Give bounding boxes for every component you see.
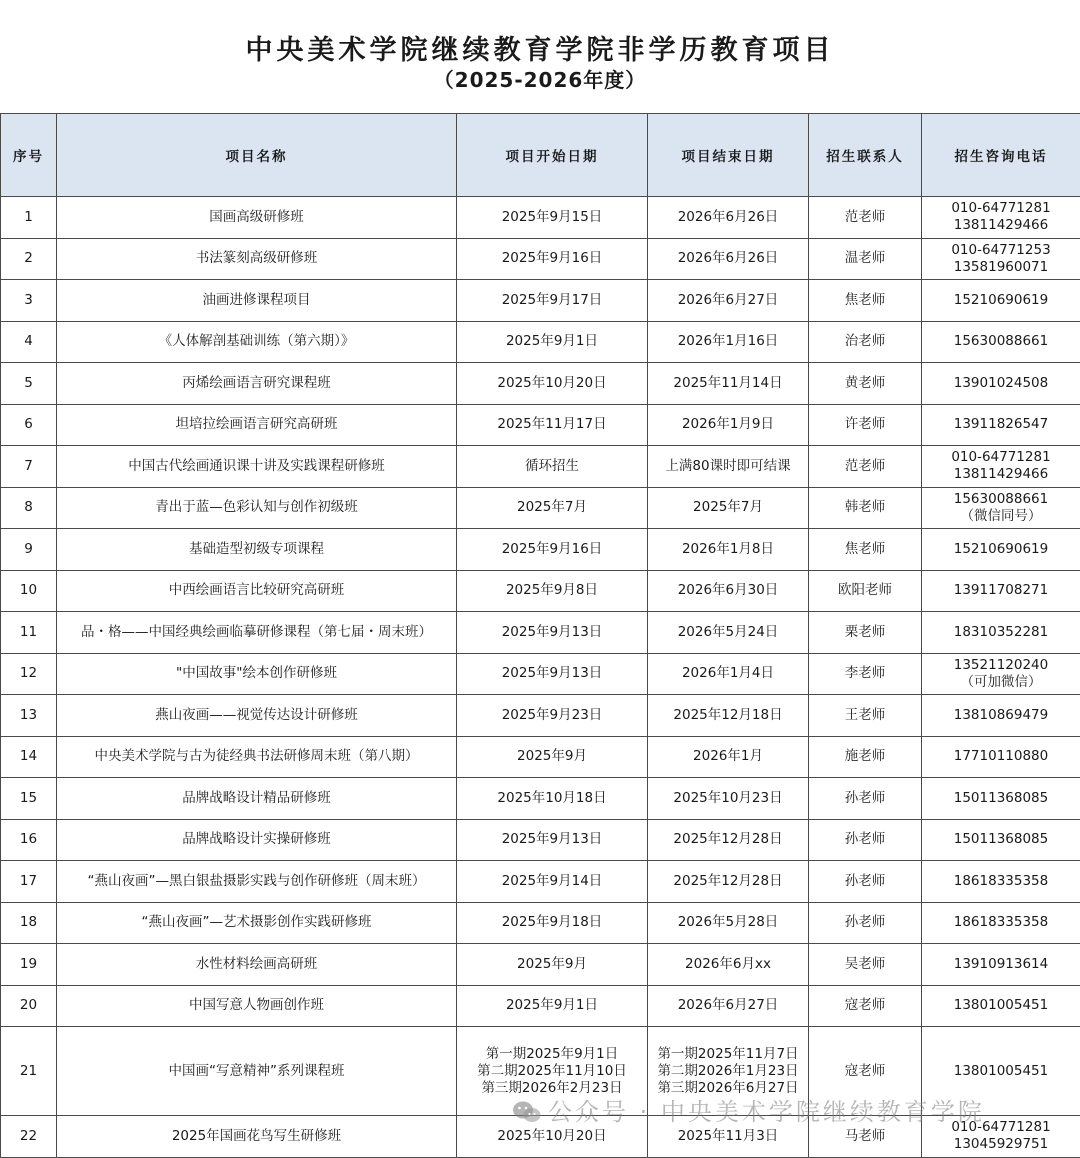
cell-contact: 温老师 bbox=[809, 238, 922, 280]
cell-contact: 焦老师 bbox=[809, 529, 922, 571]
table-row bbox=[1, 570, 1080, 612]
cell-no: 10 bbox=[1, 570, 57, 612]
cell-start-date bbox=[457, 446, 648, 488]
cell-no: 7 bbox=[1, 446, 57, 488]
cell-phone-line: 13521120240 bbox=[922, 657, 1080, 674]
cell-end-date bbox=[648, 819, 809, 861]
cell-contact: 范老师 bbox=[809, 446, 922, 488]
cell-start-date-line: 2025年11月17日 bbox=[457, 416, 647, 433]
cell-phone-line: 010-64771253 bbox=[922, 242, 1080, 259]
cell-end-date bbox=[648, 529, 809, 571]
cell-end-date-line: 2025年12月28日 bbox=[648, 831, 808, 848]
cell-no: 17 bbox=[1, 861, 57, 903]
table-row bbox=[1, 197, 1080, 239]
cell-start-date-line: 循环招生 bbox=[457, 458, 647, 475]
cell-end-date bbox=[648, 653, 809, 695]
cell-end-date-line: 2026年1月 bbox=[648, 748, 808, 765]
cell-contact: 孙老师 bbox=[809, 819, 922, 861]
table-body bbox=[1, 197, 1080, 1158]
cell-start-date bbox=[457, 197, 648, 239]
cell-phone bbox=[922, 446, 1080, 488]
cell-phone-line: 15210690619 bbox=[922, 292, 1080, 309]
cell-end-date bbox=[648, 446, 809, 488]
cell-phone bbox=[922, 363, 1080, 405]
cell-contact: 栗老师 bbox=[809, 612, 922, 654]
cell-program-name: 国画高级研修班 bbox=[57, 197, 457, 239]
cell-phone-line: 010-64771281 bbox=[922, 1119, 1080, 1136]
cell-program-name: 2025年国画花鸟写生研修班 bbox=[57, 1116, 457, 1158]
cell-end-date bbox=[648, 238, 809, 280]
cell-start-date-line: 2025年9月 bbox=[457, 956, 647, 973]
cell-start-date-line: 2025年10月18日 bbox=[457, 790, 647, 807]
cell-program-name: 油画进修课程项目 bbox=[57, 280, 457, 322]
cell-phone-line: 13801005451 bbox=[922, 997, 1080, 1014]
cell-end-date bbox=[648, 487, 809, 529]
column-header-phone: 招生咨询电话 bbox=[922, 114, 1080, 197]
cell-contact: 李老师 bbox=[809, 653, 922, 695]
cell-end-date-line: 2025年11月14日 bbox=[648, 375, 808, 392]
cell-contact: 黄老师 bbox=[809, 363, 922, 405]
table-row bbox=[1, 861, 1080, 903]
cell-contact: 寇老师 bbox=[809, 1027, 922, 1116]
cell-end-date bbox=[648, 280, 809, 322]
cell-end-date bbox=[648, 944, 809, 986]
cell-program-name: “燕山夜画”—艺术摄影创作实践研修班 bbox=[57, 902, 457, 944]
cell-contact: 孙老师 bbox=[809, 778, 922, 820]
cell-start-date bbox=[457, 404, 648, 446]
cell-phone bbox=[922, 529, 1080, 571]
cell-phone bbox=[922, 404, 1080, 446]
cell-phone-line: 13810869479 bbox=[922, 707, 1080, 724]
cell-end-date-line: 第三期2026年6月27日 bbox=[648, 1080, 808, 1097]
cell-start-date-line: 2025年9月23日 bbox=[457, 707, 647, 724]
cell-contact: 马老师 bbox=[809, 1116, 922, 1158]
cell-start-date-line: 2025年9月16日 bbox=[457, 250, 647, 267]
cell-no: 1 bbox=[1, 197, 57, 239]
cell-end-date bbox=[648, 197, 809, 239]
table-row bbox=[1, 612, 1080, 654]
table-row bbox=[1, 529, 1080, 571]
watermark-text: 公众号 · 中央美术学院继续教育学院 bbox=[548, 1098, 985, 1126]
cell-start-date bbox=[457, 280, 648, 322]
cell-no: 19 bbox=[1, 944, 57, 986]
cell-end-date-line: 2026年6月30日 bbox=[648, 582, 808, 599]
cell-start-date-line: 2025年9月15日 bbox=[457, 209, 647, 226]
cell-phone bbox=[922, 238, 1080, 280]
cell-end-date bbox=[648, 363, 809, 405]
cell-no: 2 bbox=[1, 238, 57, 280]
cell-program-name: 品・格——中国经典绘画临摹研修课程（第七届・周末班） bbox=[57, 612, 457, 654]
cell-end-date bbox=[648, 570, 809, 612]
page-title: 中央美术学院继续教育学院非学历教育项目 bbox=[0, 28, 1080, 67]
cell-no: 22 bbox=[1, 1116, 57, 1158]
cell-phone bbox=[922, 985, 1080, 1027]
cell-phone-line: 18310352281 bbox=[922, 624, 1080, 641]
cell-phone bbox=[922, 695, 1080, 737]
cell-end-date-line: 第二期2026年1月23日 bbox=[648, 1063, 808, 1080]
cell-start-date-line: 2025年10月20日 bbox=[457, 1128, 647, 1145]
cell-contact: 寇老师 bbox=[809, 985, 922, 1027]
cell-start-date-line: 第三期2026年2月23日 bbox=[457, 1080, 647, 1097]
cell-no: 15 bbox=[1, 778, 57, 820]
cell-no: 11 bbox=[1, 612, 57, 654]
cell-phone-line: 15210690619 bbox=[922, 541, 1080, 558]
cell-end-date-line: 2026年1月4日 bbox=[648, 665, 808, 682]
table-row bbox=[1, 819, 1080, 861]
column-header-contact: 招生联系人 bbox=[809, 114, 922, 197]
cell-start-date-line: 2025年9月14日 bbox=[457, 873, 647, 890]
cell-contact: 吴老师 bbox=[809, 944, 922, 986]
cell-phone-line: 13910913614 bbox=[922, 956, 1080, 973]
cell-contact: 许老师 bbox=[809, 404, 922, 446]
table-row bbox=[1, 280, 1080, 322]
cell-start-date-line: 第一期2025年9月1日 bbox=[457, 1046, 647, 1063]
cell-end-date bbox=[648, 778, 809, 820]
table-row bbox=[1, 985, 1080, 1027]
cell-end-date bbox=[648, 902, 809, 944]
cell-phone bbox=[922, 487, 1080, 529]
cell-program-name: 中央美术学院与古为徒经典书法研修周末班（第八期） bbox=[57, 736, 457, 778]
cell-end-date-line: 2025年12月18日 bbox=[648, 707, 808, 724]
cell-end-date bbox=[648, 321, 809, 363]
table-row bbox=[1, 695, 1080, 737]
table-row bbox=[1, 944, 1080, 986]
cell-program-name: 中国画“写意精神”系列课程班 bbox=[57, 1027, 457, 1116]
cell-contact: 孙老师 bbox=[809, 902, 922, 944]
cell-no: 18 bbox=[1, 902, 57, 944]
cell-end-date-line: 2026年6月xx bbox=[648, 956, 808, 973]
cell-start-date-line: 第二期2025年11月10日 bbox=[457, 1063, 647, 1080]
cell-start-date bbox=[457, 363, 648, 405]
cell-contact: 范老师 bbox=[809, 197, 922, 239]
cell-contact: 韩老师 bbox=[809, 487, 922, 529]
cell-no: 21 bbox=[1, 1027, 57, 1116]
cell-program-name: 基础造型初级专项课程 bbox=[57, 529, 457, 571]
cell-program-name: “燕山夜画”—黑白银盐摄影实践与创作研修班（周末班） bbox=[57, 861, 457, 903]
cell-end-date-line: 2026年1月9日 bbox=[648, 416, 808, 433]
wechat-icon bbox=[512, 1100, 542, 1124]
cell-start-date bbox=[457, 736, 648, 778]
cell-start-date-line: 2025年9月13日 bbox=[457, 665, 647, 682]
cell-end-date bbox=[648, 695, 809, 737]
program-table bbox=[0, 113, 1080, 1158]
cell-contact: 治老师 bbox=[809, 321, 922, 363]
cell-phone-line: 15011368085 bbox=[922, 831, 1080, 848]
cell-start-date bbox=[457, 944, 648, 986]
cell-phone bbox=[922, 321, 1080, 363]
cell-phone bbox=[922, 653, 1080, 695]
cell-start-date-line: 2025年9月8日 bbox=[457, 582, 647, 599]
cell-program-name: 《人体解剖基础训练（第六期）》 bbox=[57, 321, 457, 363]
cell-end-date-line: 2026年6月27日 bbox=[648, 292, 808, 309]
cell-start-date-line: 2025年9月16日 bbox=[457, 541, 647, 558]
cell-phone-line: 15011368085 bbox=[922, 790, 1080, 807]
cell-phone-line: 13811429466 bbox=[922, 217, 1080, 234]
cell-program-name: 中西绘画语言比较研究高研班 bbox=[57, 570, 457, 612]
cell-start-date bbox=[457, 653, 648, 695]
cell-end-date-line: 2026年1月16日 bbox=[648, 333, 808, 350]
cell-no: 8 bbox=[1, 487, 57, 529]
cell-program-name: "中国故事"绘本创作研修班 bbox=[57, 653, 457, 695]
cell-phone-line: （可加微信） bbox=[922, 674, 1080, 691]
cell-no: 13 bbox=[1, 695, 57, 737]
cell-start-date bbox=[457, 778, 648, 820]
cell-program-name: 青出于蓝—色彩认知与创作初级班 bbox=[57, 487, 457, 529]
cell-program-name: 坦培拉绘画语言研究高研班 bbox=[57, 404, 457, 446]
cell-end-date bbox=[648, 861, 809, 903]
cell-phone-line: 13045929751 bbox=[922, 1136, 1080, 1153]
cell-program-name: 品牌战略设计精品研修班 bbox=[57, 778, 457, 820]
cell-start-date bbox=[457, 321, 648, 363]
cell-phone bbox=[922, 861, 1080, 903]
cell-end-date bbox=[648, 985, 809, 1027]
cell-start-date bbox=[457, 902, 648, 944]
cell-start-date-line: 2025年9月18日 bbox=[457, 914, 647, 931]
cell-end-date-line: 2026年1月8日 bbox=[648, 541, 808, 558]
cell-program-name: 水性材料绘画高研班 bbox=[57, 944, 457, 986]
table-row bbox=[1, 446, 1080, 488]
cell-no: 20 bbox=[1, 985, 57, 1027]
cell-phone-line: （微信同号） bbox=[922, 508, 1080, 525]
table-row bbox=[1, 487, 1080, 529]
table-row bbox=[1, 778, 1080, 820]
cell-phone-line: 18618335358 bbox=[922, 873, 1080, 890]
cell-no: 3 bbox=[1, 280, 57, 322]
table-row bbox=[1, 404, 1080, 446]
cell-phone bbox=[922, 778, 1080, 820]
cell-phone bbox=[922, 570, 1080, 612]
cell-start-date bbox=[457, 238, 648, 280]
cell-end-date-line: 2025年12月28日 bbox=[648, 873, 808, 890]
cell-start-date bbox=[457, 570, 648, 612]
table-row bbox=[1, 653, 1080, 695]
cell-end-date-line: 2026年6月26日 bbox=[648, 250, 808, 267]
table-row bbox=[1, 238, 1080, 280]
cell-end-date-line: 2026年5月28日 bbox=[648, 914, 808, 931]
cell-phone-line: 17710110880 bbox=[922, 748, 1080, 765]
cell-phone-line: 13581960071 bbox=[922, 259, 1080, 276]
cell-end-date-line: 2025年7月 bbox=[648, 499, 808, 516]
cell-phone bbox=[922, 197, 1080, 239]
cell-contact: 王老师 bbox=[809, 695, 922, 737]
cell-end-date-line: 第一期2025年11月7日 bbox=[648, 1046, 808, 1063]
cell-phone-line: 13811429466 bbox=[922, 466, 1080, 483]
cell-phone bbox=[922, 819, 1080, 861]
cell-start-date-line: 2025年9月17日 bbox=[457, 292, 647, 309]
column-header-no: 序号 bbox=[1, 114, 57, 197]
watermark bbox=[512, 1092, 985, 1127]
cell-end-date-line: 2026年6月27日 bbox=[648, 997, 808, 1014]
cell-phone bbox=[922, 736, 1080, 778]
cell-start-date bbox=[457, 985, 648, 1027]
cell-end-date-line: 上满80课时即可结课 bbox=[648, 458, 808, 475]
cell-no: 16 bbox=[1, 819, 57, 861]
cell-no: 9 bbox=[1, 529, 57, 571]
cell-program-name: 中国古代绘画通识课十讲及实践课程研修班 bbox=[57, 446, 457, 488]
cell-end-date-line: 2026年6月26日 bbox=[648, 209, 808, 226]
cell-phone-line: 15630088661 bbox=[922, 491, 1080, 508]
cell-end-date-line: 2025年11月3日 bbox=[648, 1128, 808, 1145]
cell-phone bbox=[922, 902, 1080, 944]
cell-end-date bbox=[648, 736, 809, 778]
cell-start-date-line: 2025年10月20日 bbox=[457, 375, 647, 392]
cell-phone bbox=[922, 280, 1080, 322]
cell-end-date bbox=[648, 612, 809, 654]
cell-program-name: 品牌战略设计实操研修班 bbox=[57, 819, 457, 861]
cell-end-date-line: 2025年10月23日 bbox=[648, 790, 808, 807]
cell-no: 6 bbox=[1, 404, 57, 446]
cell-phone bbox=[922, 612, 1080, 654]
cell-phone-line: 13911826547 bbox=[922, 416, 1080, 433]
page-subtitle: （2025-2026年度） bbox=[0, 64, 1080, 93]
cell-phone-line: 13801005451 bbox=[922, 1063, 1080, 1080]
cell-phone-line: 13911708271 bbox=[922, 582, 1080, 599]
column-header-end: 项目结束日期 bbox=[648, 114, 809, 197]
cell-phone-line: 13901024508 bbox=[922, 375, 1080, 392]
cell-program-name: 中国写意人物画创作班 bbox=[57, 985, 457, 1027]
column-header-name: 项目名称 bbox=[57, 114, 457, 197]
cell-start-date-line: 2025年7月 bbox=[457, 499, 647, 516]
cell-no: 14 bbox=[1, 736, 57, 778]
table-row bbox=[1, 321, 1080, 363]
cell-phone bbox=[922, 944, 1080, 986]
cell-program-name: 燕山夜画——视觉传达设计研修班 bbox=[57, 695, 457, 737]
cell-start-date-line: 2025年9月 bbox=[457, 748, 647, 765]
cell-start-date bbox=[457, 487, 648, 529]
cell-contact: 欧阳老师 bbox=[809, 570, 922, 612]
cell-contact: 焦老师 bbox=[809, 280, 922, 322]
cell-start-date bbox=[457, 819, 648, 861]
column-header-start: 项目开始日期 bbox=[457, 114, 648, 197]
cell-no: 5 bbox=[1, 363, 57, 405]
cell-phone-line: 15630088661 bbox=[922, 333, 1080, 350]
cell-start-date bbox=[457, 529, 648, 571]
cell-start-date-line: 2025年9月13日 bbox=[457, 624, 647, 641]
cell-no: 12 bbox=[1, 653, 57, 695]
cell-program-name: 书法篆刻高级研修班 bbox=[57, 238, 457, 280]
table-row bbox=[1, 902, 1080, 944]
cell-phone-line: 010-64771281 bbox=[922, 449, 1080, 466]
cell-end-date-line: 2026年5月24日 bbox=[648, 624, 808, 641]
cell-start-date bbox=[457, 861, 648, 903]
cell-contact: 孙老师 bbox=[809, 861, 922, 903]
cell-phone-line: 18618335358 bbox=[922, 914, 1080, 931]
cell-no: 4 bbox=[1, 321, 57, 363]
cell-end-date bbox=[648, 404, 809, 446]
cell-start-date-line: 2025年9月1日 bbox=[457, 997, 647, 1014]
cell-start-date-line: 2025年9月1日 bbox=[457, 333, 647, 350]
cell-start-date-line: 2025年9月13日 bbox=[457, 831, 647, 848]
cell-start-date bbox=[457, 612, 648, 654]
cell-program-name: 丙烯绘画语言研究课程班 bbox=[57, 363, 457, 405]
table-row bbox=[1, 736, 1080, 778]
cell-start-date bbox=[457, 695, 648, 737]
table-header-row bbox=[1, 114, 1080, 197]
cell-contact: 施老师 bbox=[809, 736, 922, 778]
table-row bbox=[1, 363, 1080, 405]
cell-phone-line: 010-64771281 bbox=[922, 200, 1080, 217]
